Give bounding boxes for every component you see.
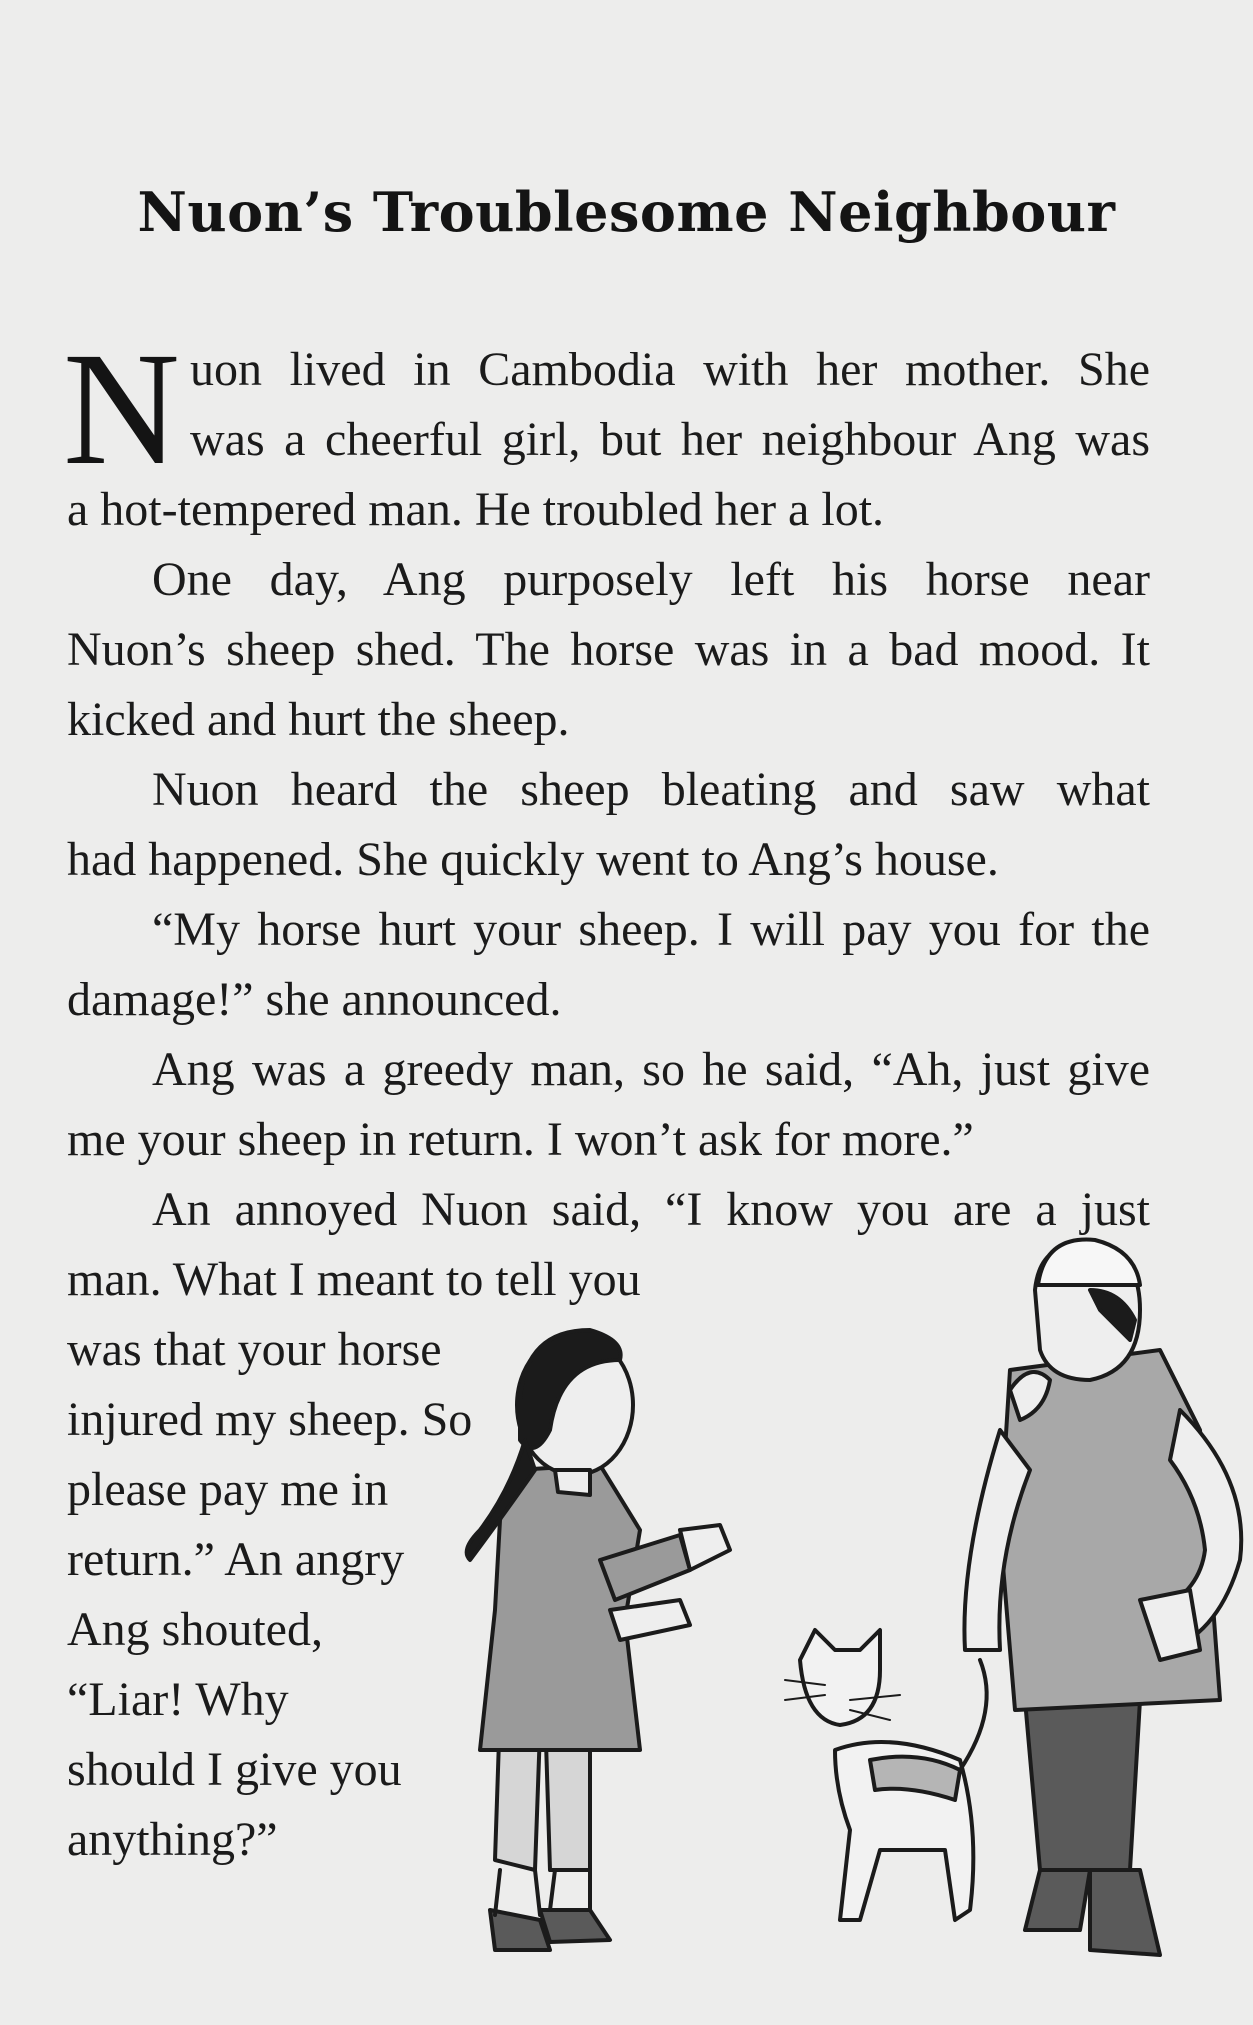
text-line: should I give you [67, 1743, 402, 1796]
text-line: Ang was a greedy man, so he said, “Ah, just give [152, 1043, 1150, 1096]
text-line: had happened. She quickly went to Ang’s house. [67, 833, 999, 886]
text-line: An annoyed Nuon said, “I know you are a just [152, 1183, 1150, 1236]
text-line: was a cheerful girl, but her neighbour Ang was [190, 413, 1150, 466]
story-title: Nuon’s Troublesome Neighbour [137, 180, 1116, 244]
text-line: One day, Ang purposely left his horse near [152, 553, 1150, 606]
text-line: damage!” she announced. [67, 973, 562, 1026]
text-line: Nuon heard the sheep bleating and saw what [152, 763, 1150, 816]
text-line: a hot-tempered man. He troubled her a lot. [67, 483, 885, 536]
text-line: Ang shouted, [67, 1603, 323, 1656]
text-line: injured my sheep. So [67, 1393, 473, 1446]
cat-figure [785, 1630, 987, 1920]
girl-figure [467, 1330, 730, 1950]
text-line: was that your horse [67, 1323, 442, 1376]
illustration-girl-man-cat [440, 1230, 1253, 1990]
text-line: anything?” [67, 1813, 278, 1866]
text-line: me your sheep in return. I won’t ask for more.” [67, 1113, 974, 1166]
text-line: please pay me in [67, 1463, 389, 1516]
text-line: kicked and hurt the sheep. [67, 693, 570, 746]
text-line: return.” An angry [67, 1533, 405, 1586]
text-line: Nuon’s sheep shed. The horse was in a bad mood. It [67, 623, 1150, 676]
text-line: “Liar! Why [67, 1673, 289, 1726]
text-line: man. What I meant to tell you [67, 1253, 641, 1306]
man-figure [964, 1240, 1241, 1955]
text-line: uon lived in Cambodia with her mother. She [190, 343, 1150, 396]
text-line: “My horse hurt your sheep. I will pay you for the [152, 903, 1150, 956]
drop-cap: N [63, 320, 180, 499]
